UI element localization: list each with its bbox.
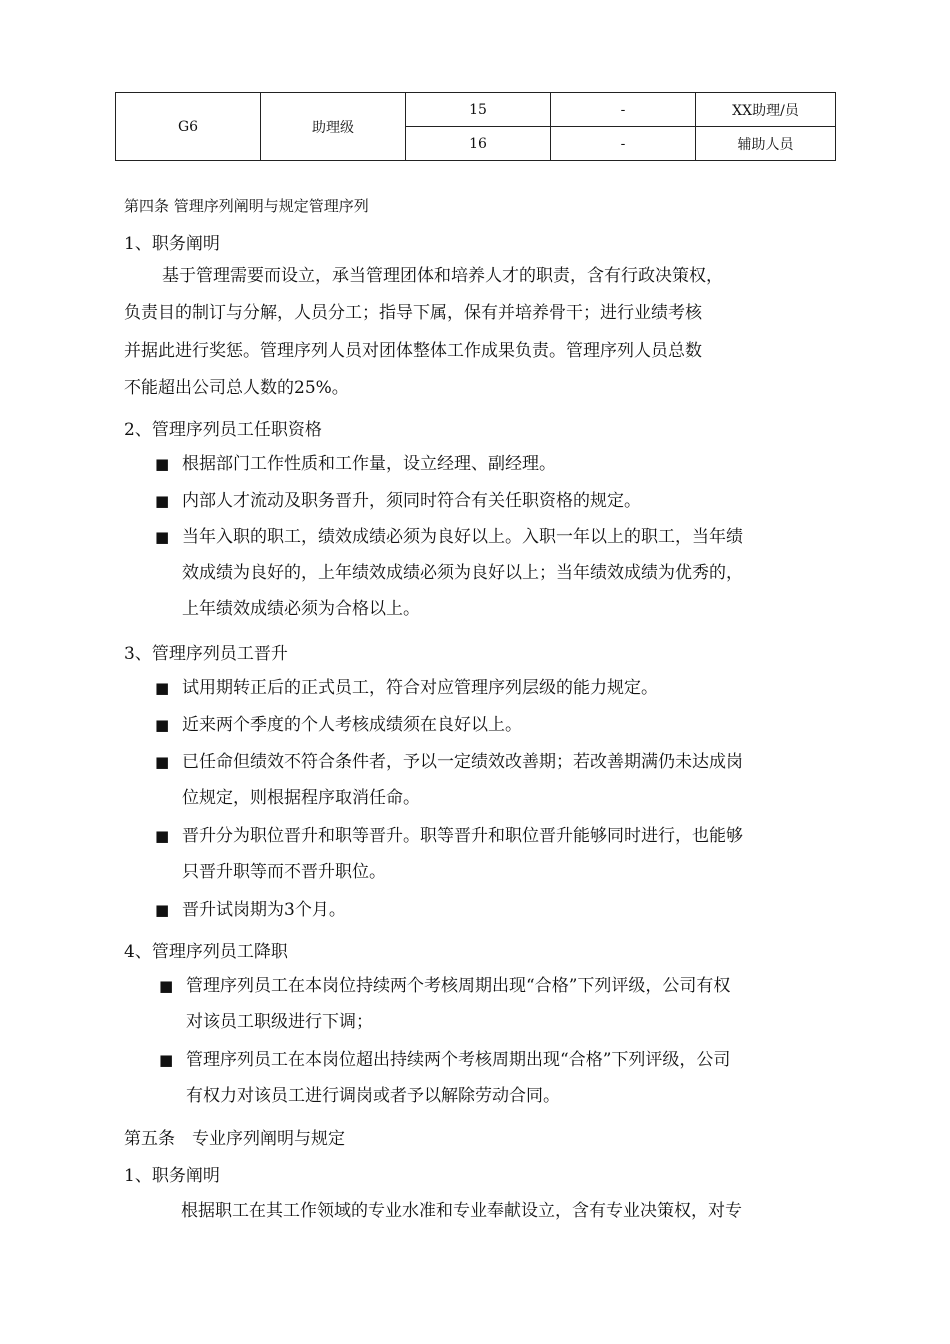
- num-cell: 16: [406, 127, 551, 161]
- bullet-item: [155, 744, 830, 816]
- section-heading: 4、管理序列员工降职: [124, 942, 288, 962]
- bullet-square-icon: ■: [155, 492, 170, 510]
- bullet-item: [155, 446, 830, 482]
- grade-table: [115, 92, 836, 161]
- section-heading: 2、管理序列员工任职资格: [124, 420, 322, 440]
- bullet-item: [159, 968, 834, 1040]
- bullet-item: [155, 483, 830, 519]
- bullet-square-icon: ■: [155, 901, 170, 919]
- bullet-square-icon: ■: [159, 977, 174, 995]
- bullet-square-icon: ■: [155, 753, 170, 771]
- bullet-item: [155, 818, 830, 890]
- paragraph-line: 基于管理需要而设立，承当管理团体和培养人才的职责，含有行政决策权，: [162, 266, 723, 286]
- bullet-text-line: 上年绩效成绩必须为合格以上。: [182, 599, 420, 619]
- section-heading: 1、职务阐明: [124, 234, 220, 254]
- num-cell: 15: [406, 93, 551, 127]
- paragraph-line: 不能超出公司总人数的25%。: [124, 378, 349, 398]
- bullet-text-line: 近来两个季度的个人考核成绩须在良好以上。: [182, 715, 522, 735]
- bullet-square-icon: ■: [155, 455, 170, 473]
- bullet-text-line: 试用期转正后的正式员工，符合对应管理序列层级的能力规定。: [182, 678, 658, 698]
- level-cell: 助理级: [261, 93, 406, 161]
- bullet-item: [155, 892, 830, 928]
- bullet-text-line: 对该员工职级进行下调；: [186, 1012, 373, 1032]
- bullet-text-line: 当年入职的职工，绩效成绩必须为良好以上。入职一年以上的职工，当年绩: [182, 527, 743, 547]
- bullet-text-line: 位规定，则根据程序取消任命。: [182, 788, 420, 808]
- title-cell: 辅助人员: [696, 127, 836, 161]
- paragraph-line: 并据此进行奖惩。管理序列人员对团体整体工作成果负责。管理序列人员总数: [124, 341, 702, 361]
- bullet-item: [155, 670, 830, 706]
- grade-cell: G6: [116, 93, 261, 161]
- dash-cell: -: [551, 127, 696, 161]
- bullet-text-line: 已任命但绩效不符合条件者，予以一定绩效改善期；若改善期满仍未达成岗: [182, 752, 743, 772]
- bullet-text-line: 晋升分为职位晋升和职等晋升。职等晋升和职位晋升能够同时进行，也能够: [182, 826, 743, 846]
- article-4-title: 第四条 管理序列阐明与规定管理序列: [124, 197, 369, 215]
- bullet-square-icon: ■: [159, 1051, 174, 1069]
- article-5-title: 第五条 专业序列阐明与规定: [124, 1129, 345, 1149]
- bullet-text-line: 只晋升职等而不晋升职位。: [182, 862, 386, 882]
- bullet-text-line: 管理序列员工在本岗位超出持续两个考核周期出现“合格”下列评级，公司: [186, 1050, 731, 1070]
- bullet-text-line: 有权力对该员工进行调岗或者予以解除劳动合同。: [186, 1086, 560, 1106]
- bullet-item: [155, 519, 830, 627]
- bullet-square-icon: ■: [155, 716, 170, 734]
- bullet-square-icon: ■: [155, 827, 170, 845]
- paragraph-line: 负责目的制订与分解，人员分工；指导下属，保有并培养骨干；进行业绩考核: [124, 303, 702, 323]
- bullet-text-line: 管理序列员工在本岗位持续两个考核周期出现“合格”下列评级，公司有权: [186, 976, 731, 996]
- bullet-text-line: 内部人才流动及职务晋升，须同时符合有关任职资格的规定。: [182, 491, 641, 511]
- table-row: [116, 93, 836, 127]
- bullet-text-line: 晋升试岗期为3个月。: [182, 900, 346, 920]
- title-cell: XX助理/员: [696, 93, 836, 127]
- bullet-square-icon: ■: [155, 679, 170, 697]
- bullet-text-line: 效成绩为良好的，上年绩效成绩必须为良好以上；当年绩效成绩为优秀的，: [182, 563, 743, 583]
- bullet-item: [155, 707, 830, 743]
- section-heading: 3、管理序列员工晋升: [124, 644, 288, 664]
- bullet-text-line: 根据部门工作性质和工作量，设立经理、副经理。: [182, 454, 556, 474]
- bullet-square-icon: ■: [155, 528, 170, 546]
- bullet-item: [159, 1042, 834, 1114]
- section-heading: 1、职务阐明: [124, 1166, 220, 1186]
- paragraph-line: 根据职工在其工作领域的专业水准和专业奉献设立，含有专业决策权，对专: [181, 1201, 742, 1221]
- dash-cell: -: [551, 93, 696, 127]
